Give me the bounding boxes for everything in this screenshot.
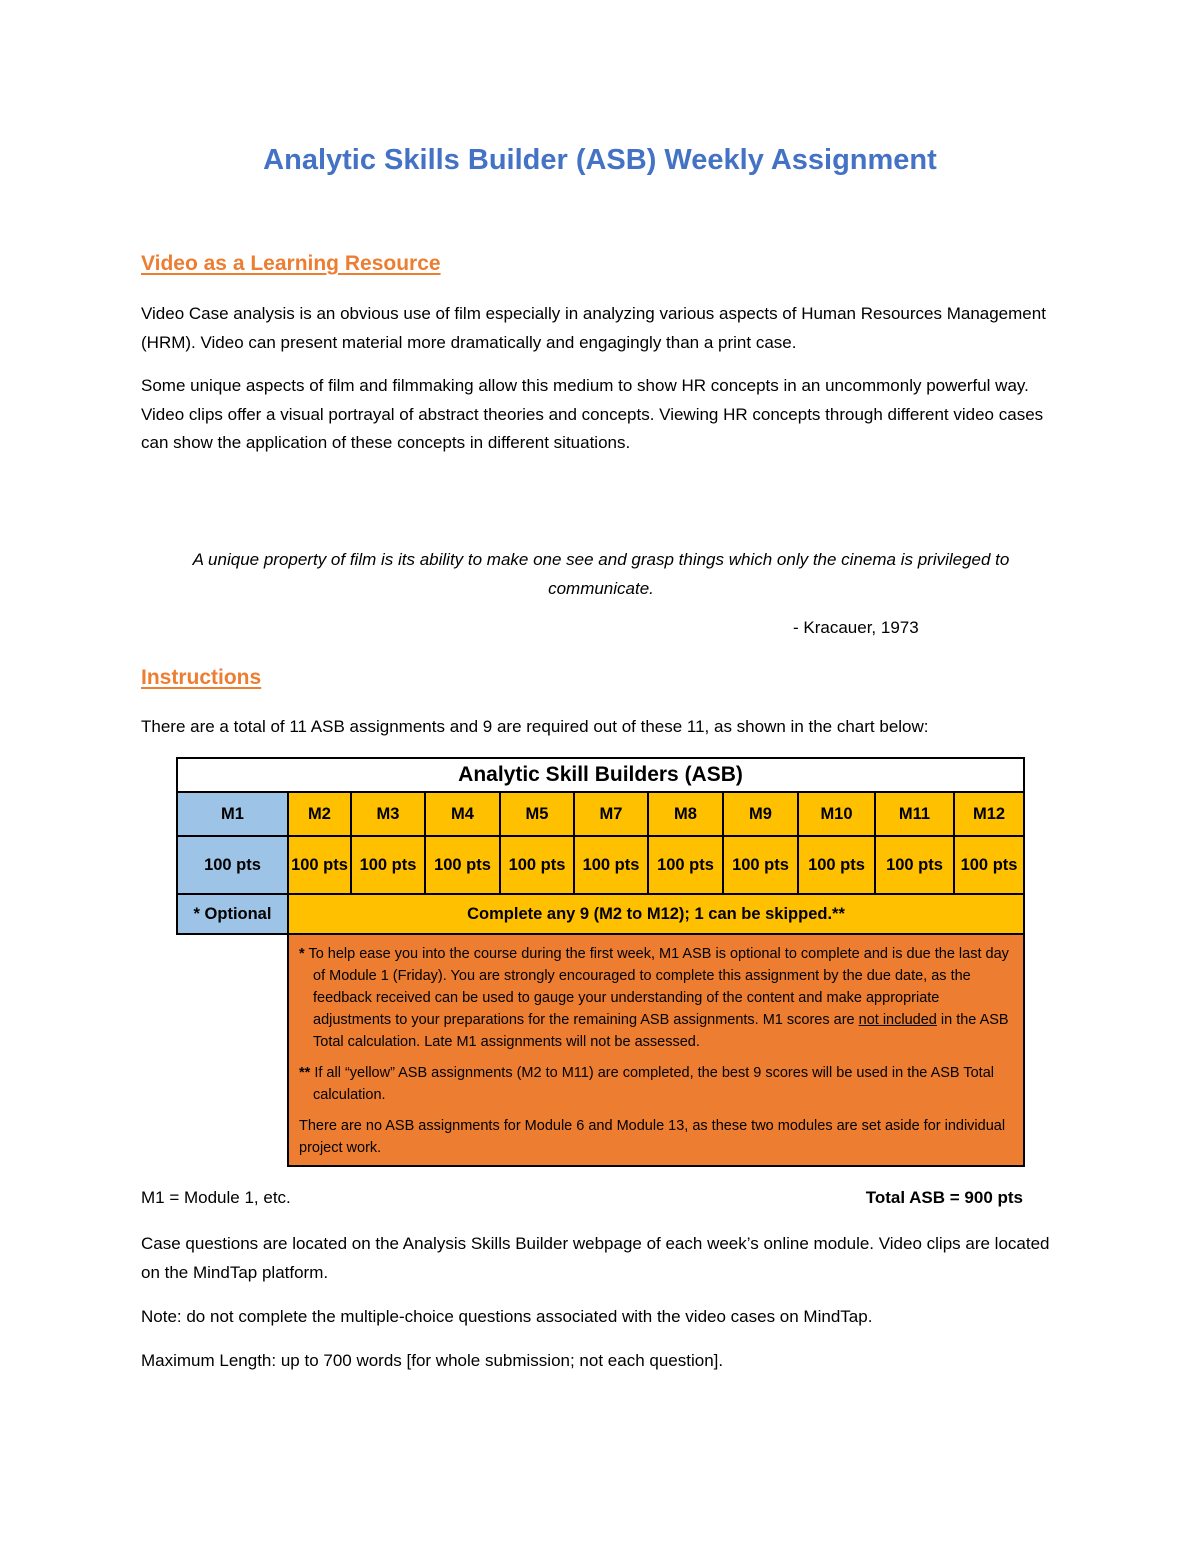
note-marker: ** (299, 1065, 311, 1081)
paragraph-note-mcq: Note: do not complete the multiple-choice questions associated with the video cases on MindTap. (141, 1307, 873, 1326)
points-m10: 100 pts (798, 836, 875, 894)
paragraph-instructions-intro: There are a total of 11 ASB assignments and 9 are required out of these 11, as shown in the chart below: (141, 717, 929, 736)
note-best-nine (299, 1062, 1013, 1106)
module-m11: M11 (875, 792, 954, 836)
points-m7: 100 pts (574, 836, 648, 894)
module-legend: M1 = Module 1, etc. (141, 1188, 291, 1207)
points-m2: 100 pts (288, 836, 351, 894)
points-m8: 100 pts (648, 836, 723, 894)
quote-text: A unique property of film is its ability to make one see and grasp things which only the cinema is privileged to communicate. (192, 550, 1010, 598)
table-title: Analytic Skill Builders (ASB) (177, 758, 1024, 792)
section-heading-video: Video as a Learning Resource (141, 252, 441, 275)
paragraph-video-case: Video Case analysis is an obvious use of film especially in analyzing various aspects of Human Resources Management (HRM). Video can present material more dramatically and engagingly than a print case. (141, 304, 1046, 352)
note-no-assignments: There are no ASB assignments for Module 6 and Module 13, as these two modules are set aside for individual project work. (299, 1118, 1006, 1156)
total-asb: Total ASB = 900 pts (865, 1188, 1023, 1207)
note-best-nine-text: If all “yellow” ASB assignments (M2 to M11) are completed, the best 9 scores will be used in the ASB Total calculation. (313, 1065, 995, 1103)
section-heading-instructions: Instructions (141, 666, 262, 689)
note-m1-text-end: in the ASB Total calculation. Late M1 assignments will not be assessed. (313, 1012, 1009, 1050)
module-m8: M8 (648, 792, 723, 836)
module-m3: M3 (351, 792, 425, 836)
paragraph-max-length: Maximum Length: up to 700 words [for whole submission; not each question]. (141, 1351, 724, 1370)
points-m3: 100 pts (351, 836, 425, 894)
points-m11: 100 pts (875, 836, 954, 894)
paragraph-film-aspects: Some unique aspects of film and filmmaking allow this medium to show HR concepts in an uncommonly powerful way. Video clips offer a visual portrayal of abstract theories and concepts. Viewing HR concepts through different video cases can show the application of these concepts in different situations. (141, 376, 1044, 452)
notes-box (288, 934, 1024, 1166)
quote-attribution: - Kracauer, 1973 (793, 618, 919, 637)
points-m9: 100 pts (723, 836, 798, 894)
module-m7: M7 (574, 792, 648, 836)
blank-cell (177, 934, 288, 1166)
optional-label: * Optional (177, 894, 288, 934)
module-m12: M12 (954, 792, 1024, 836)
module-m1: M1 (177, 792, 288, 836)
module-m5: M5 (500, 792, 574, 836)
note-marker: * (299, 946, 305, 962)
module-m10: M10 (798, 792, 875, 836)
note-m1-text: To help ease you into the course during the first week, M1 ASB is optional to complete and is due the last day of Module 1 (Friday). You are strongly encouraged to complete this assignment by the due date, as the feedback received can be used to gauge your understanding of the content and make appropriate adjustments to your preparations for the remaining ASB assignments. M1 scores are (308, 946, 1009, 1028)
points-m1: 100 pts (177, 836, 288, 894)
asb-table (176, 757, 1025, 1167)
points-m4: 100 pts (425, 836, 500, 894)
page-title: Analytic Skills Builder (ASB) Weekly Assignment (263, 144, 937, 176)
complete-any-note: Complete any 9 (M2 to M12); 1 can be skipped.** (288, 894, 1024, 934)
module-m4: M4 (425, 792, 500, 836)
not-included-text: not included (858, 1012, 937, 1028)
points-m5: 100 pts (500, 836, 574, 894)
note-m1-optional (299, 943, 1013, 1053)
points-m12: 100 pts (954, 836, 1024, 894)
module-m2: M2 (288, 792, 351, 836)
module-m9: M9 (723, 792, 798, 836)
paragraph-case-questions: Case questions are located on the Analysis Skills Builder webpage of each week’s online module. Video clips are located on the MindTap platform. (141, 1234, 1050, 1282)
